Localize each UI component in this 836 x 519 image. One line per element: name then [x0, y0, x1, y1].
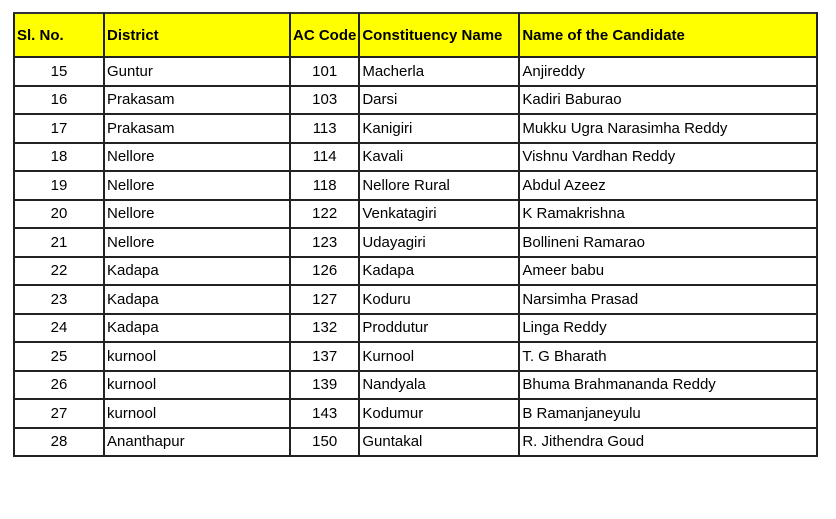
cell-ac-code: 114 [290, 143, 359, 172]
cell-candidate: T. G Bharath [519, 342, 817, 371]
cell-candidate: B Ramanjaneyulu [519, 399, 817, 428]
cell-sl-no: 20 [14, 200, 104, 229]
cell-district: kurnool [104, 371, 290, 400]
cell-sl-no: 22 [14, 257, 104, 286]
cell-ac-code: 103 [290, 86, 359, 115]
table-row [14, 285, 817, 314]
cell-constituency: Kadapa [359, 257, 519, 286]
cell-candidate: Bollineni Ramarao [519, 228, 817, 257]
cell-constituency: Udayagiri [359, 228, 519, 257]
cell-ac-code: 123 [290, 228, 359, 257]
cell-constituency: Koduru [359, 285, 519, 314]
cell-sl-no: 26 [14, 371, 104, 400]
cell-sl-no: 19 [14, 171, 104, 200]
table-body [14, 57, 817, 456]
cell-ac-code: 122 [290, 200, 359, 229]
cell-sl-no: 28 [14, 428, 104, 457]
cell-constituency: Nandyala [359, 371, 519, 400]
cell-constituency: Macherla [359, 57, 519, 86]
cell-sl-no: 15 [14, 57, 104, 86]
table-row [14, 399, 817, 428]
table-row [14, 114, 817, 143]
cell-ac-code: 127 [290, 285, 359, 314]
cell-constituency: Kanigiri [359, 114, 519, 143]
cell-constituency: Venkatagiri [359, 200, 519, 229]
cell-candidate: Mukku Ugra Narasimha Reddy [519, 114, 817, 143]
cell-constituency: Proddutur [359, 314, 519, 343]
cell-district: Nellore [104, 143, 290, 172]
cell-ac-code: 101 [290, 57, 359, 86]
cell-candidate: Kadiri Baburao [519, 86, 817, 115]
cell-sl-no: 17 [14, 114, 104, 143]
cell-candidate: Linga Reddy [519, 314, 817, 343]
table-row [14, 257, 817, 286]
cell-ac-code: 118 [290, 171, 359, 200]
table-row [14, 143, 817, 172]
cell-constituency: Kavali [359, 143, 519, 172]
cell-candidate: Narsimha Prasad [519, 285, 817, 314]
cell-candidate: Ameer babu [519, 257, 817, 286]
table-row [14, 86, 817, 115]
cell-constituency: Nellore Rural [359, 171, 519, 200]
table-row [14, 428, 817, 457]
cell-constituency: Darsi [359, 86, 519, 115]
table-row [14, 228, 817, 257]
cell-sl-no: 21 [14, 228, 104, 257]
header-candidate-name: Name of the Candidate [519, 13, 817, 57]
cell-district: Ananthapur [104, 428, 290, 457]
table-row [14, 314, 817, 343]
cell-candidate: Vishnu Vardhan Reddy [519, 143, 817, 172]
cell-district: Kadapa [104, 257, 290, 286]
cell-candidate: R. Jithendra Goud [519, 428, 817, 457]
header-district: District [104, 13, 290, 57]
cell-ac-code: 132 [290, 314, 359, 343]
header-row [14, 13, 817, 57]
cell-candidate: Abdul Azeez [519, 171, 817, 200]
cell-district: Nellore [104, 171, 290, 200]
cell-district: Kadapa [104, 285, 290, 314]
cell-ac-code: 113 [290, 114, 359, 143]
cell-sl-no: 24 [14, 314, 104, 343]
cell-sl-no: 27 [14, 399, 104, 428]
cell-constituency: Kodumur [359, 399, 519, 428]
cell-ac-code: 139 [290, 371, 359, 400]
table-row [14, 371, 817, 400]
table-header [14, 13, 817, 57]
table-row [14, 57, 817, 86]
table-row [14, 200, 817, 229]
cell-sl-no: 18 [14, 143, 104, 172]
table-row [14, 342, 817, 371]
cell-candidate: Anjireddy [519, 57, 817, 86]
cell-sl-no: 25 [14, 342, 104, 371]
cell-district: kurnool [104, 342, 290, 371]
cell-district: Kadapa [104, 314, 290, 343]
cell-ac-code: 126 [290, 257, 359, 286]
table-row [14, 171, 817, 200]
cell-constituency: Guntakal [359, 428, 519, 457]
cell-district: Guntur [104, 57, 290, 86]
cell-district: Prakasam [104, 114, 290, 143]
cell-sl-no: 16 [14, 86, 104, 115]
candidate-table-container [13, 12, 818, 457]
cell-candidate: K Ramakrishna [519, 200, 817, 229]
header-constituency-name: Constituency Name [359, 13, 519, 57]
cell-sl-no: 23 [14, 285, 104, 314]
cell-ac-code: 137 [290, 342, 359, 371]
cell-district: kurnool [104, 399, 290, 428]
cell-ac-code: 143 [290, 399, 359, 428]
cell-ac-code: 150 [290, 428, 359, 457]
header-ac-code: AC Code [290, 13, 359, 57]
candidate-table [13, 12, 818, 457]
cell-candidate: Bhuma Brahmananda Reddy [519, 371, 817, 400]
header-sl-no: Sl. No. [14, 13, 104, 57]
cell-district: Nellore [104, 200, 290, 229]
cell-district: Prakasam [104, 86, 290, 115]
cell-district: Nellore [104, 228, 290, 257]
cell-constituency: Kurnool [359, 342, 519, 371]
